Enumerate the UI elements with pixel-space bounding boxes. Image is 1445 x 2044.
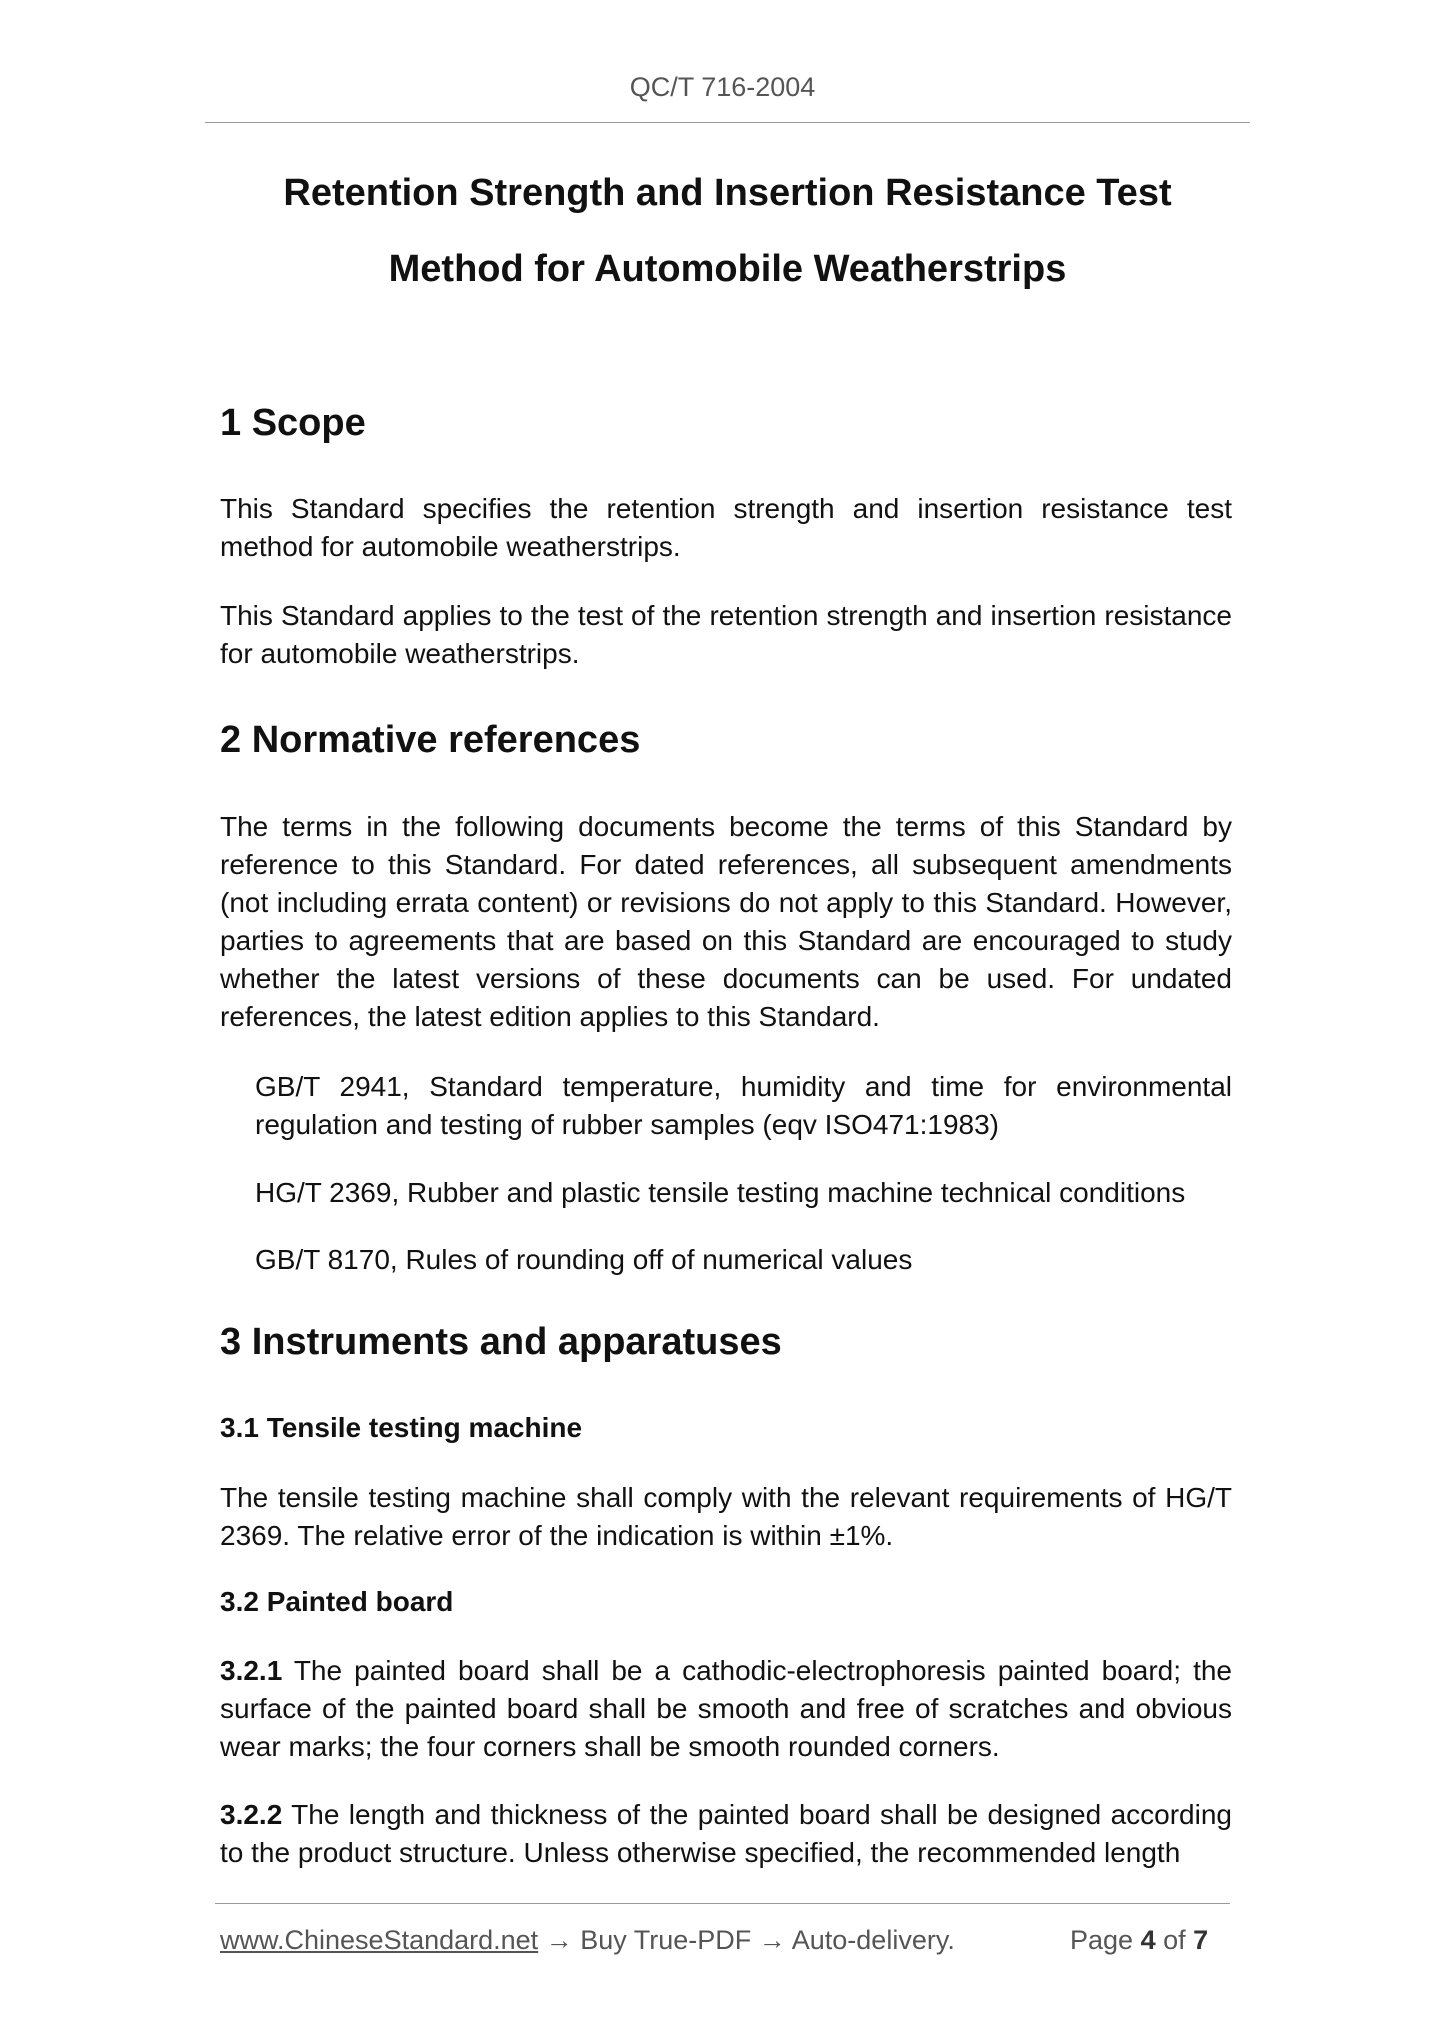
section-heading-normative-references: 2 Normative references [220, 719, 641, 761]
clause-3-2-2 [220, 1796, 1232, 1872]
footer-buy-text: Buy True-PDF [572, 1925, 759, 1955]
normative-paragraph: The terms in the following documents become the terms of this Standard by reference to this Standard. For dated references, all subsequent amendments (not including errata content) or revisions do not apply to this Standard. However, parties to agreements that are based on this Standard are encouraged to study whether the latest versions of these documents can be used. For undated references, the latest edition applies to this Standard. [220, 811, 1232, 1032]
clause-text: The painted board shall be a cathodic-electrophoresis painted board; the surface of the painted board shall be smooth and free of scratches and obvious wear marks; the four corners shall be smooth rounded corners. [220, 1655, 1232, 1762]
clause-number: 3.2.1 [220, 1655, 283, 1686]
header-divider [205, 122, 1250, 123]
clause-text: The length and thickness of the painted board shall be designed according to the product structure. Unless otherwise specified, the recommended length [220, 1799, 1232, 1868]
reference-item: GB/T 2941, Standard temperature, humidity and time for environmental regulation and testing of rubber samples (eqv ISO471:1983) [255, 1071, 1232, 1140]
subsection-heading-tensile-machine: 3.1 Tensile testing machine [220, 1412, 583, 1443]
section-heading-scope: 1 Scope [220, 402, 366, 444]
arrow-right-icon: → [545, 1925, 573, 1955]
document-title-line-1: Retention Strength and Insertion Resistance Test [283, 172, 1172, 214]
page-indicator [1070, 1925, 1208, 1956]
reference-item: GB/T 8170, Rules of rounding off of numerical values [255, 1244, 913, 1275]
subsection-heading-painted-board: 3.2 Painted board [220, 1586, 454, 1617]
footer-divider [215, 1903, 1230, 1904]
footer-delivery-text: Auto-delivery. [785, 1925, 955, 1955]
page-label: Page [1070, 1925, 1134, 1955]
footer-promo [220, 1925, 955, 1956]
page-total: 7 [1193, 1925, 1209, 1955]
header-standard-code: QC/T 716-2004 [629, 72, 816, 102]
arrow-right-icon: → [758, 1925, 786, 1955]
section-heading-instruments: 3 Instruments and apparatuses [220, 1321, 782, 1363]
website-link[interactable]: www.ChineseStandard.net [220, 1925, 539, 1955]
clause-number: 3.2.2 [220, 1799, 283, 1830]
reference-item: HG/T 2369, Rubber and plastic tensile testing machine technical conditions [255, 1177, 1186, 1208]
of-label: of [1163, 1925, 1186, 1955]
tensile-machine-paragraph: The tensile testing machine shall comply with the relevant requirements of HG/T 2369. The relative error of the indication is within ±1%. [220, 1482, 1232, 1551]
scope-paragraph-2: This Standard applies to the test of the retention strength and insertion resistance for automobile weatherstrips. [220, 600, 1232, 669]
clause-3-2-1 [220, 1652, 1232, 1766]
page-number: 4 [1140, 1925, 1156, 1955]
document-title-line-2: Method for Automobile Weatherstrips [388, 248, 1067, 290]
scope-paragraph-1: This Standard specifies the retention strength and insertion resistance test method for automobile weatherstrips. [220, 493, 1232, 562]
